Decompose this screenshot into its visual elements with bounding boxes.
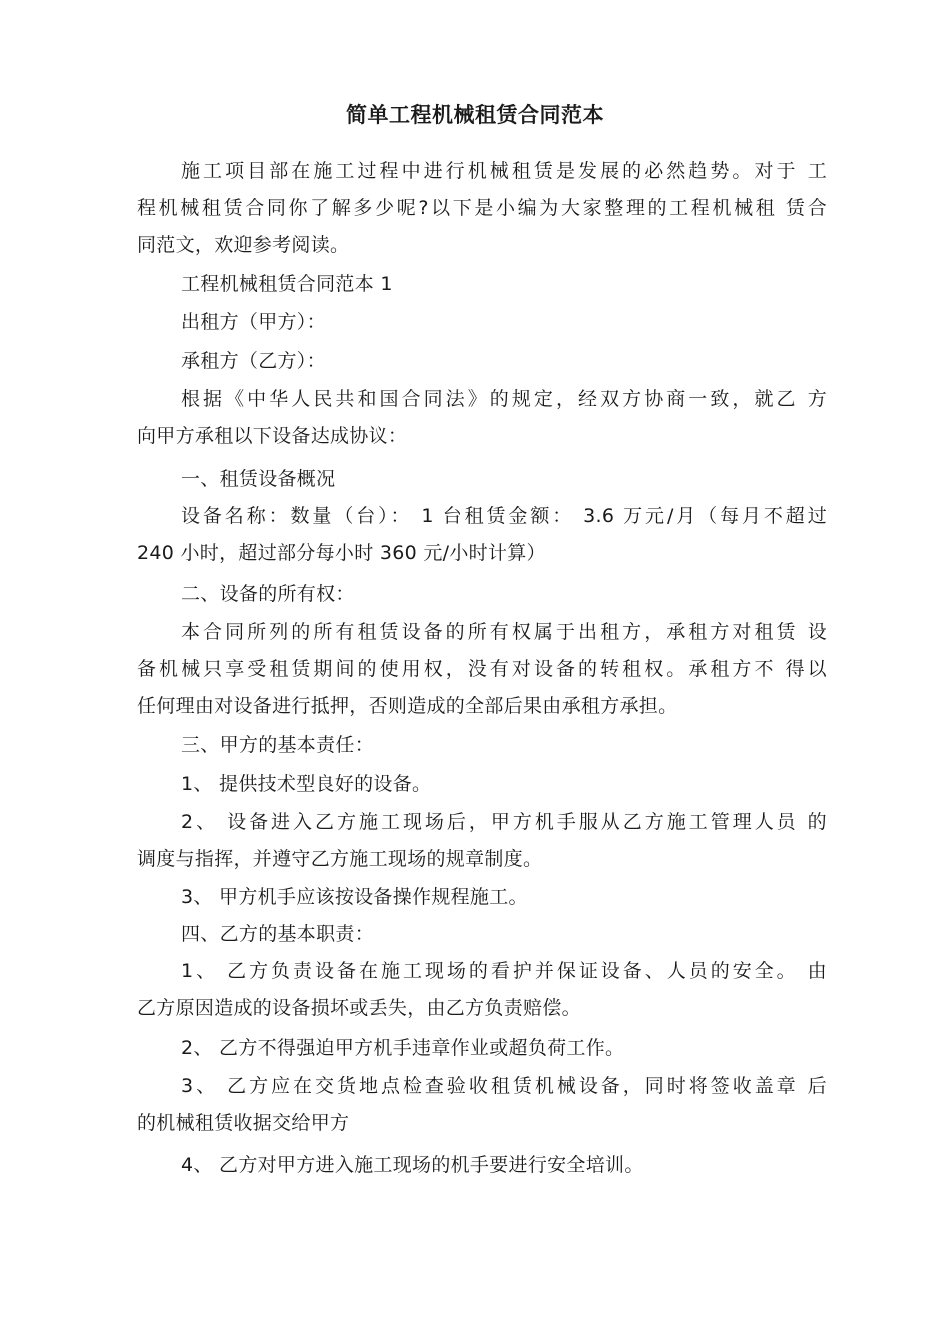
paragraph-line: 工程机械租赁合同范本 1 bbox=[181, 273, 393, 295]
paragraph-line: 1、 提供技术型良好的设备。 bbox=[181, 773, 432, 795]
paragraph-line: 调度与指挥，并遵守乙方施工现场的规章制度。 bbox=[137, 848, 543, 870]
paragraph-line: 二、设备的所有权： bbox=[181, 583, 355, 605]
paragraph-line: 1、 乙方负责设备在施工现场的看护并保证设备、人员的安全。 由 bbox=[181, 960, 827, 982]
paragraph bbox=[137, 461, 827, 498]
paragraph bbox=[137, 153, 827, 264]
paragraph-line: 本合同所列的所有租赁设备的所有权属于出租方，承租方对租赁 设 bbox=[181, 621, 827, 643]
paragraph-line: 备机械只享受租赁期间的使用权，没有对设备的转租权。承租方不 得以 bbox=[137, 658, 827, 680]
paragraph bbox=[137, 498, 827, 572]
paragraph-line: 同范文，欢迎参考阅读。 bbox=[137, 234, 350, 256]
paragraph-line: 出租方（甲方）： bbox=[181, 311, 326, 333]
paragraph bbox=[137, 343, 827, 380]
paragraph bbox=[137, 614, 827, 725]
paragraph-line: 3、 乙方应在交货地点检查验收租赁机械设备，同时将签收盖章 后 bbox=[181, 1075, 827, 1097]
paragraph bbox=[137, 727, 827, 764]
paragraph-line: 根据《中华人民共和国合同法》的规定，经双方协商一致，就乙 方 bbox=[181, 388, 827, 410]
paragraph-line: 向甲方承租以下设备达成协议： bbox=[137, 425, 408, 447]
paragraph bbox=[137, 766, 827, 803]
paragraph-line: 三、甲方的基本责任： bbox=[181, 734, 375, 756]
paragraph-line: 的机械租赁收据交给甲方 bbox=[137, 1112, 350, 1134]
paragraph-line: 设备名称：数量（台）： 1 台租赁金额： 3.6 万元/月（每月不超过 bbox=[181, 505, 827, 527]
paragraph bbox=[137, 1068, 827, 1142]
paragraph bbox=[137, 304, 827, 341]
paragraph-line: 4、 乙方对甲方进入施工现场的机手要进行安全培训。 bbox=[181, 1154, 644, 1176]
paragraph bbox=[137, 576, 827, 613]
paragraph-line: 乙方原因造成的设备损坏或丢失，由乙方负责赔偿。 bbox=[137, 997, 581, 1019]
paragraph-line: 承租方（乙方）： bbox=[181, 350, 326, 372]
paragraph bbox=[137, 953, 827, 1027]
paragraph-line: 任何理由对设备进行抵押，否则造成的全部后果由承租方承担。 bbox=[137, 695, 678, 717]
document-title: 简单工程机械租赁合同范本 bbox=[346, 103, 604, 127]
paragraph-line: 施工项目部在施工过程中进行机械租赁是发展的必然趋势。对于 工 bbox=[181, 160, 827, 182]
paragraph-line: 240 小时，超过部分每小时 360 元/小时计算） bbox=[137, 542, 546, 564]
paragraph bbox=[137, 916, 827, 953]
paragraph bbox=[137, 381, 827, 455]
paragraph-line: 2、 设备进入乙方施工现场后，甲方机手服从乙方施工管理人员 的 bbox=[181, 811, 827, 833]
paragraph-line: 一、租赁设备概况 bbox=[181, 468, 336, 490]
paragraph-line: 2、 乙方不得强迫甲方机手违章作业或超负荷工作。 bbox=[181, 1037, 625, 1059]
paragraph bbox=[137, 1030, 827, 1067]
paragraph-line: 3、 甲方机手应该按设备操作规程施工。 bbox=[181, 886, 528, 908]
paragraph bbox=[137, 804, 827, 878]
paragraph-line: 程机械租赁合同你了解多少呢?以下是小编为大家整理的工程机械租 赁合 bbox=[137, 197, 827, 219]
paragraph bbox=[137, 879, 827, 916]
paragraph bbox=[137, 266, 827, 303]
paragraph bbox=[137, 1147, 827, 1184]
paragraph-line: 四、乙方的基本职责： bbox=[181, 923, 375, 945]
